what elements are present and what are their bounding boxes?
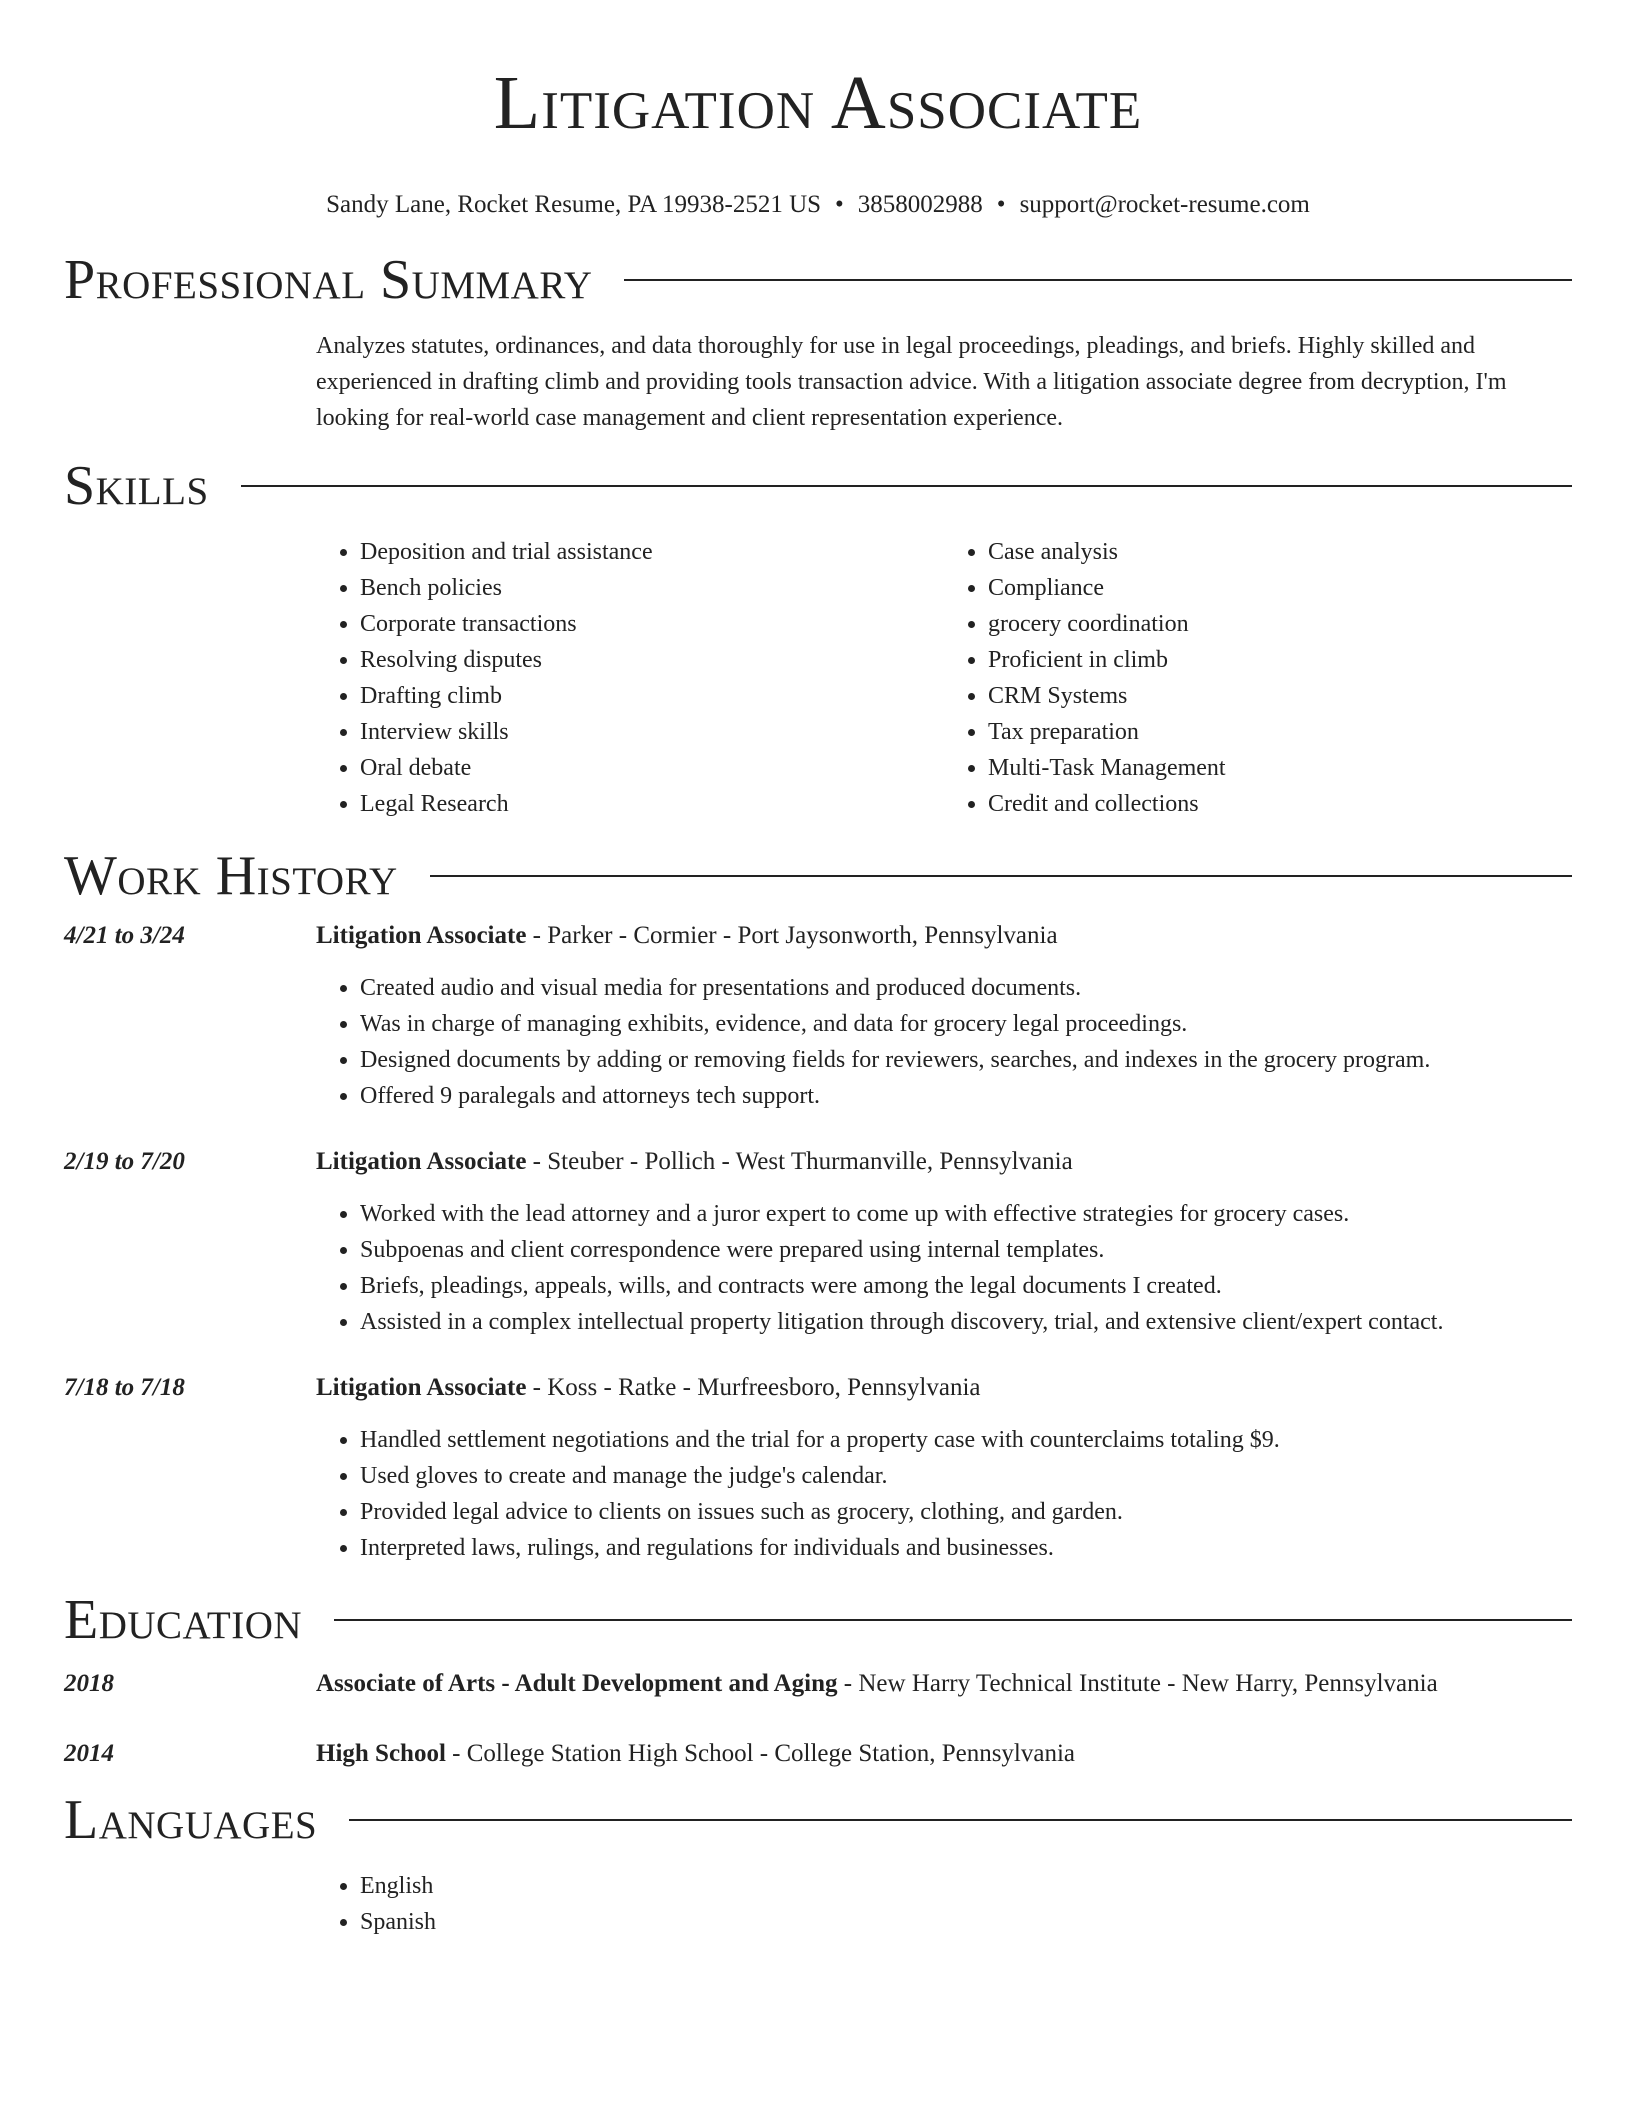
job-bullet: • Created audio and visual media for presentations and produced documents. xyxy=(360,970,1572,1006)
job-bullet: • Worked with the lead attorney and a juror expert to come up with effective strategies for grocery cases. xyxy=(360,1196,1572,1232)
job-bullets xyxy=(316,970,1572,1114)
education-details: - New Harry Technical Institute - New Harry, Pennsylvania xyxy=(837,1670,1438,1697)
skill-item: • Corporate transactions xyxy=(360,606,944,642)
job-dates: 7/18 to 7/18 xyxy=(64,1374,185,1401)
job-bullet: • Used gloves to create and manage the judge's calendar. xyxy=(360,1458,1572,1494)
language-item: • English xyxy=(360,1868,1572,1904)
education-entry xyxy=(64,1736,1572,1772)
education-entry xyxy=(64,1666,1572,1702)
contact-address: Sandy Lane, Rocket Resume, PA 19938-2521 US xyxy=(326,191,822,218)
job-title: Litigation Associate xyxy=(316,1148,527,1175)
summary-text: Analyzes statutes, ordinances, and data thoroughly for use in legal proceedings, pleadings, and briefs. Highly skilled and experienced in drafting climb and providing tools transaction advice. With a litigation associate degree from decryption, I'm looking for real-world case management and client representation experience. xyxy=(316,333,1507,431)
section-divider xyxy=(241,485,1572,487)
job-title: Litigation Associate xyxy=(316,1374,527,1401)
skill-item: • Credit and collections xyxy=(988,786,1572,822)
job-bullet: • Provided legal advice to clients on issues such as grocery, clothing, and garden. xyxy=(360,1494,1572,1530)
job-details: - Koss - Ratke - Murfreesboro, Pennsylvania xyxy=(526,1374,981,1401)
education-details: - College Station High School - College Station, Pennsylvania xyxy=(445,1740,1076,1767)
education-year: 2018 xyxy=(64,1670,114,1697)
skills-section-header xyxy=(64,454,1572,518)
skill-item: • Resolving disputes xyxy=(360,642,944,678)
contact-email: support@rocket-resume.com xyxy=(1019,191,1310,218)
section-divider xyxy=(624,279,1572,281)
skill-item: • Legal Research xyxy=(360,786,944,822)
job-entry xyxy=(64,918,1572,1114)
job-entry xyxy=(64,1144,1572,1340)
skill-item: • grocery coordination xyxy=(988,606,1572,642)
job-bullets xyxy=(316,1196,1572,1340)
skill-item: • Oral debate xyxy=(360,750,944,786)
job-bullet: • Handled settlement negotiations and the trial for a property case with counterclaims totaling $9. xyxy=(360,1422,1572,1458)
skill-item: • CRM Systems xyxy=(988,678,1572,714)
skill-item: • Tax preparation xyxy=(988,714,1572,750)
section-divider xyxy=(430,875,1572,877)
job-body xyxy=(316,918,1572,1114)
resume-name: Litigation Associate xyxy=(493,61,1143,145)
languages-list xyxy=(316,1868,1572,1940)
skill-item: • Drafting climb xyxy=(360,678,944,714)
job-body xyxy=(316,1144,1572,1340)
education-heading: Education xyxy=(64,1589,303,1651)
skills-grid xyxy=(316,534,1572,822)
section-divider xyxy=(334,1619,1572,1621)
resume-page xyxy=(64,0,1572,1940)
languages-heading: Languages xyxy=(64,1789,318,1851)
skill-item: • Compliance xyxy=(988,570,1572,606)
job-bullet: • Offered 9 paralegals and attorneys tech support. xyxy=(360,1078,1572,1114)
skill-item: • Proficient in climb xyxy=(988,642,1572,678)
job-details: - Parker - Cormier - Port Jaysonworth, Pennsylvania xyxy=(526,922,1058,949)
skills-list-left xyxy=(316,534,944,822)
contact-separator: • xyxy=(996,191,1006,218)
education-section-header xyxy=(64,1588,1572,1652)
skill-item: • Interview skills xyxy=(360,714,944,750)
job-entry xyxy=(64,1370,1572,1566)
job-bullet: • Briefs, pleadings, appeals, wills, and contracts were among the legal documents I created. xyxy=(360,1268,1572,1304)
skill-item: • Deposition and trial assistance xyxy=(360,534,944,570)
summary-heading: Professional Summary xyxy=(64,249,593,311)
job-dates: 4/21 to 3/24 xyxy=(64,922,185,949)
skill-item: • Case analysis xyxy=(988,534,1572,570)
skills-list-right xyxy=(944,534,1572,822)
education-body xyxy=(316,1736,1572,1772)
job-title: Litigation Associate xyxy=(316,922,527,949)
job-bullets xyxy=(316,1422,1572,1566)
skill-item: • Bench policies xyxy=(360,570,944,606)
skill-item: • Multi-Task Management xyxy=(988,750,1572,786)
job-bullet: • Assisted in a complex intellectual property litigation through discovery, trial, and extensive client/expert contact. xyxy=(360,1304,1572,1340)
section-divider xyxy=(349,1819,1572,1821)
skills-heading: Skills xyxy=(64,455,209,517)
education-degree: Associate of Arts - Adult Development and Aging xyxy=(316,1670,838,1697)
contact-separator: • xyxy=(835,191,844,218)
education-body xyxy=(316,1666,1572,1702)
job-bullet: • Subpoenas and client correspondence were prepared using internal templates. xyxy=(360,1232,1572,1268)
job-bullet: • Designed documents by adding or removing fields for reviewers, searches, and indexes in the grocery program. xyxy=(360,1042,1572,1078)
work-section-header xyxy=(64,844,1572,908)
summary-section-header xyxy=(64,248,1572,312)
contact-line xyxy=(64,190,1572,220)
job-bullet: • Was in charge of managing exhibits, evidence, and data for grocery legal proceedings. xyxy=(360,1006,1572,1042)
contact-phone: 3858002988 xyxy=(857,191,983,218)
education-degree: High School xyxy=(316,1740,446,1767)
job-details: - Steuber - Pollich - West Thurmanville, Pennsylvania xyxy=(526,1148,1073,1175)
job-body xyxy=(316,1370,1572,1566)
languages-section-header xyxy=(64,1788,1572,1852)
job-bullet: • Interpreted laws, rulings, and regulations for individuals and businesses. xyxy=(360,1530,1572,1566)
language-item: • Spanish xyxy=(360,1904,1572,1940)
work-heading: Work History xyxy=(64,845,398,907)
languages-block xyxy=(316,1868,1572,1940)
job-dates: 2/19 to 7/20 xyxy=(64,1148,185,1175)
education-year: 2014 xyxy=(64,1740,114,1767)
